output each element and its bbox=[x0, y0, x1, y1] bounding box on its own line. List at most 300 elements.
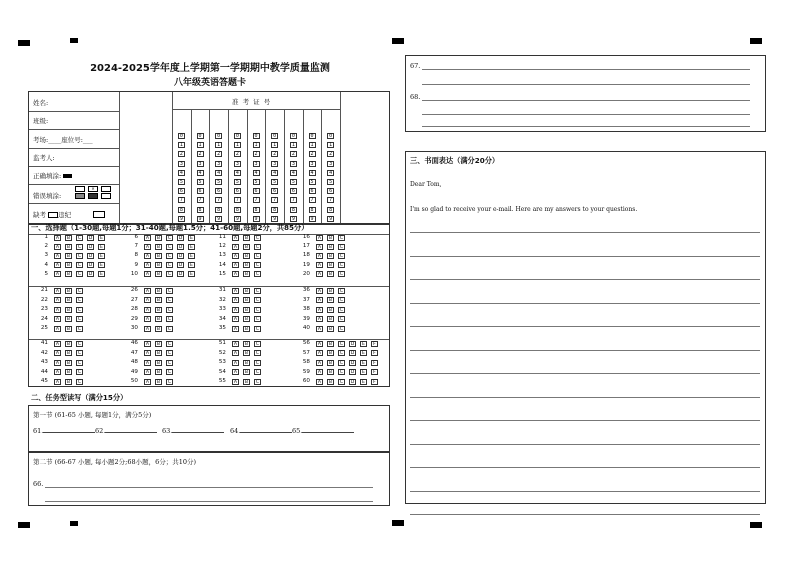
option-bubble-c[interactable]: C bbox=[339, 253, 344, 259]
exam-id-digit-bubble[interactable]: 0 bbox=[310, 133, 314, 139]
option-bubble-f[interactable]: F bbox=[371, 379, 378, 385]
option-bubble-c[interactable]: C bbox=[339, 298, 344, 303]
exam-id-digit-bubble[interactable]: 5 bbox=[291, 179, 295, 185]
exam-id-digit-bubble[interactable]: 0 bbox=[291, 133, 295, 139]
option-bubble-e[interactable]: E bbox=[188, 262, 195, 268]
option-bubble-b[interactable]: B bbox=[244, 379, 249, 385]
option-bubble-a[interactable]: A bbox=[233, 370, 238, 375]
exam-id-digit-bubble[interactable]: 4 bbox=[291, 169, 295, 176]
option-bubble-b[interactable]: B bbox=[156, 341, 161, 347]
option-bubble-a[interactable]: A bbox=[317, 370, 322, 375]
option-bubble-f[interactable]: F bbox=[371, 360, 378, 366]
option-bubble-a[interactable]: A bbox=[317, 351, 322, 356]
exam-id-digit-bubble[interactable]: 8 bbox=[329, 206, 333, 213]
option-bubble-c[interactable]: C bbox=[77, 379, 82, 385]
option-bubble-b[interactable]: B bbox=[244, 370, 249, 375]
option-bubble-c[interactable]: C bbox=[77, 288, 82, 294]
exam-id-digit-bubble[interactable]: 4 bbox=[254, 169, 258, 176]
option-bubble-c[interactable]: C bbox=[167, 288, 172, 294]
option-bubble-b[interactable]: B bbox=[66, 360, 71, 366]
option-bubble-b[interactable]: B bbox=[244, 263, 249, 269]
option-bubble-a[interactable]: A bbox=[233, 253, 238, 259]
answer-67-line[interactable] bbox=[422, 69, 750, 70]
option-bubble-c[interactable]: C bbox=[339, 263, 344, 269]
option-bubble-b[interactable]: B bbox=[66, 307, 71, 313]
option-bubble-c[interactable]: C bbox=[255, 263, 260, 269]
option-bubble-a[interactable]: A bbox=[233, 317, 238, 322]
exam-id-digit-bubble[interactable]: 2 bbox=[217, 151, 221, 158]
option-bubble-c[interactable]: C bbox=[339, 317, 344, 322]
exam-id-digit-bubble[interactable]: 0 bbox=[198, 133, 202, 139]
option-bubble-a[interactable]: A bbox=[317, 360, 322, 366]
exam-id-digit-bubble[interactable]: 6 bbox=[254, 188, 258, 195]
option-bubble-b[interactable]: B bbox=[328, 307, 333, 313]
exam-id-digit-bubble[interactable]: 9 bbox=[217, 215, 221, 222]
option-bubble-b[interactable]: B bbox=[66, 370, 71, 375]
option-bubble-a[interactable]: A bbox=[317, 317, 322, 322]
exam-id-digit-bubble[interactable]: 0 bbox=[235, 133, 239, 139]
exam-id-digit-bubble[interactable]: 7 bbox=[254, 197, 258, 204]
option-bubble-c[interactable]: C bbox=[339, 244, 344, 250]
option-bubble-c[interactable]: C bbox=[339, 235, 344, 241]
option-bubble-e[interactable]: E bbox=[360, 360, 367, 366]
exam-id-digit-bubble[interactable]: 9 bbox=[273, 215, 277, 222]
exam-id-digit-bubble[interactable]: 0 bbox=[254, 133, 258, 139]
writing-line[interactable] bbox=[410, 256, 760, 257]
exam-id-digit-bubble[interactable]: 3 bbox=[217, 160, 221, 167]
option-bubble-e[interactable]: E bbox=[98, 244, 105, 250]
option-bubble-c[interactable]: C bbox=[77, 360, 82, 366]
option-bubble-c[interactable]: C bbox=[339, 326, 344, 332]
option-bubble-b[interactable]: B bbox=[244, 307, 249, 313]
option-bubble-b[interactable]: B bbox=[156, 379, 161, 385]
option-bubble-a[interactable]: A bbox=[55, 244, 60, 250]
option-bubble-c[interactable]: C bbox=[255, 317, 260, 322]
option-bubble-d[interactable]: D bbox=[350, 341, 355, 347]
option-bubble-d[interactable]: D bbox=[178, 253, 183, 259]
option-bubble-b[interactable]: B bbox=[328, 263, 333, 269]
option-bubble-b[interactable]: B bbox=[156, 298, 161, 303]
option-bubble-a[interactable]: A bbox=[55, 263, 60, 269]
option-bubble-b[interactable]: B bbox=[156, 307, 161, 313]
option-bubble-c[interactable]: C bbox=[167, 235, 172, 241]
option-bubble-a[interactable]: A bbox=[233, 288, 238, 294]
option-bubble-c[interactable]: C bbox=[255, 244, 260, 250]
exam-id-digit-bubble[interactable]: 6 bbox=[198, 188, 202, 195]
option-bubble-c[interactable]: C bbox=[339, 307, 344, 313]
writing-line[interactable] bbox=[410, 232, 760, 233]
writing-line[interactable] bbox=[410, 373, 760, 374]
option-bubble-a[interactable]: A bbox=[145, 307, 150, 313]
option-bubble-a[interactable]: A bbox=[317, 379, 322, 385]
option-bubble-d[interactable]: D bbox=[88, 235, 93, 241]
option-bubble-f[interactable]: F bbox=[371, 350, 378, 356]
option-bubble-c[interactable]: C bbox=[339, 360, 344, 366]
option-bubble-c[interactable]: C bbox=[339, 288, 344, 294]
option-bubble-e[interactable]: E bbox=[98, 235, 105, 241]
exam-id-digit-bubble[interactable]: 3 bbox=[329, 160, 333, 167]
option-bubble-b[interactable]: B bbox=[156, 317, 161, 322]
option-bubble-b[interactable]: B bbox=[156, 360, 161, 366]
exam-id-digit-bubble[interactable]: 6 bbox=[273, 188, 277, 195]
option-bubble-a[interactable]: A bbox=[145, 288, 150, 294]
exam-id-digit-bubble[interactable]: 9 bbox=[198, 215, 202, 222]
option-bubble-c[interactable]: C bbox=[167, 379, 172, 385]
exam-id-digit-bubble[interactable]: 1 bbox=[254, 142, 258, 149]
option-bubble-c[interactable]: C bbox=[167, 360, 172, 366]
option-bubble-c[interactable]: C bbox=[167, 351, 172, 356]
writing-line[interactable] bbox=[410, 303, 760, 304]
option-bubble-b[interactable]: B bbox=[66, 235, 71, 241]
exam-id-digit-bubble[interactable]: 8 bbox=[254, 206, 258, 213]
option-bubble-b[interactable]: B bbox=[244, 235, 249, 241]
exam-id-digit-bubble[interactable]: 1 bbox=[198, 142, 202, 149]
exam-id-digit-bubble[interactable]: 3 bbox=[198, 160, 202, 167]
exam-id-digit-bubble[interactable]: 6 bbox=[235, 188, 239, 195]
option-bubble-c[interactable]: C bbox=[255, 307, 260, 313]
answer-65[interactable]: 65. bbox=[292, 427, 354, 435]
option-bubble-e[interactable]: E bbox=[188, 235, 195, 241]
option-bubble-b[interactable]: B bbox=[66, 288, 71, 294]
option-bubble-a[interactable]: A bbox=[317, 272, 322, 278]
option-bubble-a[interactable]: A bbox=[145, 244, 150, 250]
option-bubble-e[interactable]: E bbox=[188, 271, 195, 277]
option-bubble-a[interactable]: A bbox=[55, 253, 60, 259]
option-bubble-a[interactable]: A bbox=[145, 351, 150, 356]
option-bubble-b[interactable]: B bbox=[156, 370, 161, 375]
answer-63[interactable]: 63. bbox=[162, 427, 224, 435]
option-bubble-c[interactable]: C bbox=[167, 307, 172, 313]
exam-id-digit-bubble[interactable]: 7 bbox=[198, 197, 202, 204]
option-bubble-b[interactable]: B bbox=[328, 253, 333, 259]
option-bubble-a[interactable]: A bbox=[55, 379, 60, 385]
option-bubble-c[interactable]: C bbox=[77, 370, 82, 375]
option-bubble-a[interactable]: A bbox=[55, 298, 60, 303]
option-bubble-c[interactable]: C bbox=[77, 253, 82, 259]
exam-id-digit-bubble[interactable]: 2 bbox=[235, 151, 239, 158]
exam-id-digit-bubble[interactable]: 1 bbox=[217, 142, 221, 149]
option-bubble-a[interactable]: A bbox=[145, 298, 150, 303]
option-bubble-b[interactable]: B bbox=[328, 360, 333, 366]
exam-id-digit-bubble[interactable]: 6 bbox=[310, 188, 314, 195]
exam-id-digit-bubble[interactable]: 9 bbox=[310, 215, 314, 222]
option-bubble-b[interactable]: B bbox=[66, 298, 71, 303]
exam-id-digit-bubble[interactable]: 3 bbox=[235, 160, 239, 167]
exam-id-digit-bubble[interactable]: 1 bbox=[273, 142, 277, 149]
exam-id-digit-bubble[interactable]: 0 bbox=[329, 133, 333, 139]
option-bubble-a[interactable]: A bbox=[317, 263, 322, 269]
exam-id-digit-bubble[interactable]: 8 bbox=[235, 206, 239, 213]
option-bubble-e[interactable]: E bbox=[360, 350, 367, 356]
absent-checkbox[interactable] bbox=[93, 211, 105, 218]
exam-id-digit-bubble[interactable]: 4 bbox=[217, 169, 221, 176]
option-bubble-d[interactable]: D bbox=[178, 272, 183, 278]
option-bubble-b[interactable]: B bbox=[244, 351, 249, 356]
option-bubble-c[interactable]: C bbox=[77, 326, 82, 332]
option-bubble-a[interactable]: A bbox=[145, 272, 150, 278]
option-bubble-b[interactable]: B bbox=[328, 370, 333, 375]
option-bubble-a[interactable]: A bbox=[55, 272, 60, 278]
option-bubble-b[interactable]: B bbox=[156, 244, 161, 250]
exam-id-digit-bubble[interactable]: 1 bbox=[310, 142, 314, 149]
option-bubble-a[interactable]: A bbox=[55, 317, 60, 322]
option-bubble-c[interactable]: C bbox=[255, 360, 260, 366]
option-bubble-b[interactable]: B bbox=[328, 244, 333, 250]
option-bubble-a[interactable]: A bbox=[55, 288, 60, 294]
exam-id-digit-bubble[interactable]: 1 bbox=[291, 142, 295, 149]
option-bubble-b[interactable]: B bbox=[244, 253, 249, 259]
exam-id-digit-bubble[interactable]: 1 bbox=[179, 142, 183, 149]
exam-id-digit-bubble[interactable]: 2 bbox=[273, 151, 277, 158]
option-bubble-e[interactable]: E bbox=[360, 341, 367, 347]
exam-id-digit-bubble[interactable]: 3 bbox=[254, 160, 258, 167]
answer-66-line[interactable] bbox=[45, 487, 373, 488]
option-bubble-a[interactable]: A bbox=[55, 341, 60, 347]
exam-id-digit-bubble[interactable]: 5 bbox=[198, 179, 202, 185]
option-bubble-a[interactable]: A bbox=[233, 326, 238, 332]
option-bubble-b[interactable]: B bbox=[328, 298, 333, 303]
option-bubble-c[interactable]: C bbox=[255, 235, 260, 241]
exam-id-digit-bubble[interactable]: 1 bbox=[235, 142, 239, 149]
exam-id-digit-bubble[interactable]: 5 bbox=[235, 179, 239, 185]
exam-id-digit-bubble[interactable]: 9 bbox=[254, 215, 258, 222]
option-bubble-a[interactable]: A bbox=[317, 253, 322, 259]
option-bubble-a[interactable]: A bbox=[55, 307, 60, 313]
option-bubble-b[interactable]: B bbox=[328, 341, 333, 347]
exam-id-digit-bubble[interactable]: 2 bbox=[291, 151, 295, 158]
option-bubble-c[interactable]: C bbox=[339, 379, 344, 385]
answer-64[interactable]: 64. bbox=[230, 427, 292, 435]
option-bubble-b[interactable]: B bbox=[244, 360, 249, 366]
option-bubble-c[interactable]: C bbox=[339, 341, 344, 347]
option-bubble-a[interactable]: A bbox=[55, 351, 60, 356]
option-bubble-b[interactable]: B bbox=[66, 379, 71, 385]
option-bubble-a[interactable]: A bbox=[233, 298, 238, 303]
option-bubble-a[interactable]: A bbox=[317, 298, 322, 303]
exam-id-digit-bubble[interactable]: 9 bbox=[179, 215, 183, 222]
option-bubble-a[interactable]: A bbox=[145, 253, 150, 259]
exam-id-digit-bubble[interactable]: 3 bbox=[291, 160, 295, 167]
exam-id-digit-bubble[interactable]: 6 bbox=[329, 188, 333, 195]
option-bubble-a[interactable]: A bbox=[233, 272, 238, 278]
option-bubble-e[interactable]: E bbox=[360, 369, 367, 375]
option-bubble-e[interactable]: E bbox=[360, 379, 367, 385]
option-bubble-a[interactable]: A bbox=[145, 360, 150, 366]
option-bubble-c[interactable]: C bbox=[167, 298, 172, 303]
answer-68-line[interactable] bbox=[422, 126, 750, 127]
option-bubble-a[interactable]: A bbox=[317, 235, 322, 241]
answer-61[interactable]: 61. bbox=[33, 427, 95, 435]
exam-id-digit-bubble[interactable]: 8 bbox=[310, 206, 314, 213]
option-bubble-d[interactable]: D bbox=[350, 351, 355, 356]
exam-id-digit-bubble[interactable]: 7 bbox=[310, 197, 314, 204]
option-bubble-b[interactable]: B bbox=[66, 272, 71, 278]
option-bubble-c[interactable]: C bbox=[167, 317, 172, 322]
option-bubble-d[interactable]: D bbox=[178, 244, 183, 250]
writing-line[interactable] bbox=[410, 467, 760, 468]
option-bubble-c[interactable]: C bbox=[77, 317, 82, 322]
option-bubble-b[interactable]: B bbox=[244, 317, 249, 322]
option-bubble-c[interactable]: C bbox=[77, 307, 82, 313]
option-bubble-c[interactable]: C bbox=[255, 326, 260, 332]
option-bubble-b[interactable]: B bbox=[156, 263, 161, 269]
answer-67-line[interactable] bbox=[422, 84, 750, 85]
exam-id-digit-bubble[interactable]: 9 bbox=[235, 215, 239, 222]
option-bubble-a[interactable]: A bbox=[317, 244, 322, 250]
option-bubble-b[interactable]: B bbox=[66, 351, 71, 356]
option-bubble-a[interactable]: A bbox=[317, 307, 322, 313]
option-bubble-c[interactable]: C bbox=[167, 244, 172, 250]
writing-line[interactable] bbox=[410, 491, 760, 492]
answer-68-line[interactable] bbox=[422, 114, 750, 115]
option-bubble-d[interactable]: D bbox=[178, 263, 183, 269]
option-bubble-a[interactable]: A bbox=[55, 360, 60, 366]
exam-id-digit-bubble[interactable]: 4 bbox=[179, 169, 183, 176]
exam-id-digit-bubble[interactable]: 3 bbox=[310, 160, 314, 167]
option-bubble-b[interactable]: B bbox=[66, 326, 71, 332]
exam-id-digit-bubble[interactable]: 7 bbox=[179, 197, 183, 204]
option-bubble-c[interactable]: C bbox=[339, 370, 344, 375]
option-bubble-b[interactable]: B bbox=[244, 244, 249, 250]
option-bubble-b[interactable]: B bbox=[156, 272, 161, 278]
option-bubble-a[interactable]: A bbox=[145, 341, 150, 347]
option-bubble-c[interactable]: C bbox=[167, 370, 172, 375]
option-bubble-c[interactable]: C bbox=[167, 263, 172, 269]
exam-id-digit-bubble[interactable]: 6 bbox=[217, 188, 221, 195]
option-bubble-a[interactable]: A bbox=[55, 326, 60, 332]
option-bubble-b[interactable]: B bbox=[244, 298, 249, 303]
option-bubble-c[interactable]: C bbox=[167, 341, 172, 347]
option-bubble-a[interactable]: A bbox=[233, 235, 238, 241]
option-bubble-e[interactable]: E bbox=[98, 271, 105, 277]
option-bubble-c[interactable]: C bbox=[167, 326, 172, 332]
option-bubble-b[interactable]: B bbox=[328, 326, 333, 332]
exam-id-digit-bubble[interactable]: 2 bbox=[310, 151, 314, 158]
exam-id-digit-bubble[interactable]: 4 bbox=[329, 169, 333, 176]
option-bubble-e[interactable]: E bbox=[188, 244, 195, 250]
writing-line[interactable] bbox=[410, 514, 760, 515]
exam-id-digit-bubble[interactable]: 3 bbox=[273, 160, 277, 167]
exam-id-digit-bubble[interactable]: 3 bbox=[179, 160, 183, 167]
option-bubble-a[interactable]: A bbox=[145, 235, 150, 241]
exam-id-digit-bubble[interactable]: 4 bbox=[235, 169, 239, 176]
option-bubble-c[interactable]: C bbox=[255, 288, 260, 294]
exam-id-digit-bubble[interactable]: 9 bbox=[291, 215, 295, 222]
exam-id-digit-bubble[interactable]: 7 bbox=[217, 197, 221, 204]
option-bubble-b[interactable]: B bbox=[328, 288, 333, 294]
option-bubble-a[interactable]: A bbox=[233, 360, 238, 366]
exam-id-digit-bubble[interactable]: 0 bbox=[179, 133, 183, 139]
option-bubble-a[interactable]: A bbox=[145, 263, 150, 269]
option-bubble-d[interactable]: D bbox=[350, 379, 355, 385]
option-bubble-a[interactable]: A bbox=[55, 235, 60, 241]
writing-line[interactable] bbox=[410, 326, 760, 327]
option-bubble-c[interactable]: C bbox=[167, 253, 172, 259]
option-bubble-c[interactable]: C bbox=[77, 263, 82, 269]
option-bubble-b[interactable]: B bbox=[66, 263, 71, 269]
option-bubble-b[interactable]: B bbox=[328, 317, 333, 322]
writing-line[interactable] bbox=[410, 279, 760, 280]
option-bubble-d[interactable]: D bbox=[350, 370, 355, 375]
option-bubble-b[interactable]: B bbox=[156, 351, 161, 356]
option-bubble-b[interactable]: B bbox=[244, 326, 249, 332]
option-bubble-b[interactable]: B bbox=[156, 288, 161, 294]
option-bubble-d[interactable]: D bbox=[178, 235, 183, 241]
option-bubble-b[interactable]: B bbox=[244, 288, 249, 294]
exam-id-digit-bubble[interactable]: 8 bbox=[179, 206, 183, 213]
option-bubble-a[interactable]: A bbox=[233, 341, 238, 347]
exam-id-digit-bubble[interactable]: 5 bbox=[217, 179, 221, 185]
option-bubble-b[interactable]: B bbox=[156, 326, 161, 332]
option-bubble-c[interactable]: C bbox=[255, 341, 260, 347]
option-bubble-b[interactable]: B bbox=[244, 272, 249, 278]
option-bubble-b[interactable]: B bbox=[328, 235, 333, 241]
option-bubble-c[interactable]: C bbox=[255, 379, 260, 385]
exam-id-digit-bubble[interactable]: 2 bbox=[198, 151, 202, 158]
option-bubble-b[interactable]: B bbox=[66, 317, 71, 322]
exam-id-digit-bubble[interactable]: 2 bbox=[179, 151, 183, 158]
answer-62[interactable]: 62. bbox=[95, 427, 157, 435]
writing-line[interactable] bbox=[410, 444, 760, 445]
option-bubble-b[interactable]: B bbox=[328, 351, 333, 356]
option-bubble-d[interactable]: D bbox=[350, 360, 355, 366]
option-bubble-e[interactable]: E bbox=[98, 262, 105, 268]
option-bubble-a[interactable]: A bbox=[233, 351, 238, 356]
option-bubble-c[interactable]: C bbox=[77, 351, 82, 356]
option-bubble-d[interactable]: D bbox=[88, 272, 93, 278]
option-bubble-a[interactable]: A bbox=[233, 307, 238, 313]
option-bubble-b[interactable]: B bbox=[66, 244, 71, 250]
exam-id-digit-bubble[interactable]: 5 bbox=[179, 179, 183, 185]
option-bubble-a[interactable]: A bbox=[233, 379, 238, 385]
exam-id-digit-bubble[interactable]: 8 bbox=[217, 206, 221, 213]
option-bubble-c[interactable]: C bbox=[255, 272, 260, 278]
option-bubble-f[interactable]: F bbox=[371, 341, 378, 347]
exam-id-digit-bubble[interactable]: 4 bbox=[198, 169, 202, 176]
exam-id-digit-bubble[interactable]: 2 bbox=[254, 151, 258, 158]
exam-id-digit-bubble[interactable]: 7 bbox=[329, 197, 333, 204]
option-bubble-c[interactable]: C bbox=[77, 244, 82, 250]
exam-id-digit-bubble[interactable]: 7 bbox=[273, 197, 277, 204]
exam-id-digit-bubble[interactable]: 6 bbox=[291, 188, 295, 195]
exam-id-digit-bubble[interactable]: 8 bbox=[291, 206, 295, 213]
option-bubble-c[interactable]: C bbox=[255, 351, 260, 356]
option-bubble-a[interactable]: A bbox=[145, 317, 150, 322]
exam-id-digit-bubble[interactable]: 0 bbox=[217, 133, 221, 139]
answer-66-line[interactable] bbox=[45, 501, 373, 502]
exam-id-digit-bubble[interactable]: 4 bbox=[310, 169, 314, 176]
option-bubble-b[interactable]: B bbox=[328, 272, 333, 278]
option-bubble-d[interactable]: D bbox=[88, 253, 93, 259]
exam-id-digit-bubble[interactable]: 2 bbox=[329, 151, 333, 158]
option-bubble-b[interactable]: B bbox=[244, 341, 249, 347]
exam-id-digit-bubble[interactable]: 5 bbox=[310, 179, 314, 185]
option-bubble-a[interactable]: A bbox=[145, 370, 150, 375]
option-bubble-f[interactable]: F bbox=[371, 369, 378, 375]
exam-id-digit-bubble[interactable]: 5 bbox=[329, 179, 333, 185]
option-bubble-a[interactable]: A bbox=[317, 341, 322, 347]
exam-id-digit-bubble[interactable]: 8 bbox=[198, 206, 202, 213]
exam-id-digit-bubble[interactable]: 1 bbox=[329, 142, 333, 149]
option-bubble-c[interactable]: C bbox=[255, 370, 260, 375]
exam-id-digit-bubble[interactable]: 6 bbox=[179, 188, 183, 195]
option-bubble-a[interactable]: A bbox=[145, 379, 150, 385]
option-bubble-e[interactable]: E bbox=[98, 253, 105, 259]
writing-line[interactable] bbox=[410, 397, 760, 398]
exam-id-digit-bubble[interactable]: 7 bbox=[291, 197, 295, 204]
option-bubble-e[interactable]: E bbox=[188, 253, 195, 259]
exam-id-digit-bubble[interactable]: 0 bbox=[273, 133, 277, 139]
